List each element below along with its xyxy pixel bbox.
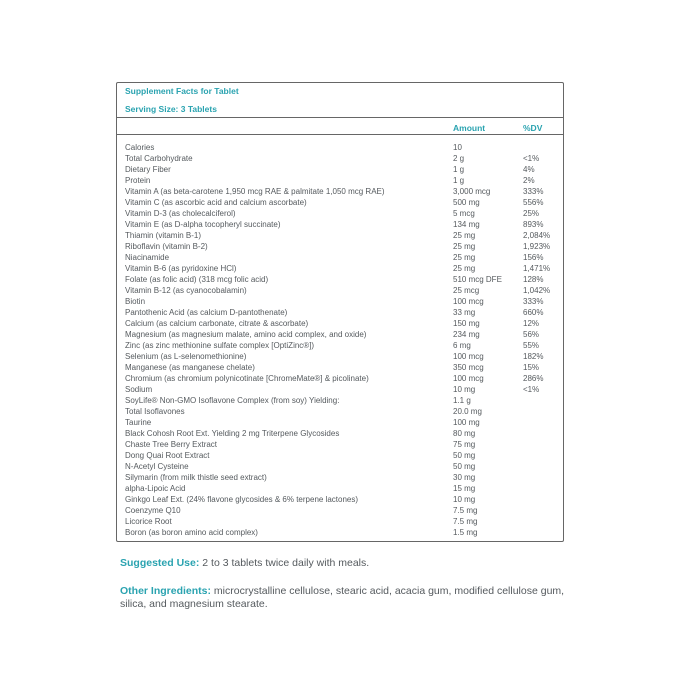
- nutrient-name: Calcium (as calcium carbonate, citrate & ascorbate): [125, 319, 309, 328]
- nutrient-name: Coenzyme Q10: [125, 506, 181, 515]
- nutrient-name: Selenium (as L-selenomethionine): [125, 352, 247, 361]
- nutrient-amount: 6 mg: [453, 341, 471, 350]
- nutrient-row: [125, 142, 561, 153]
- nutrient-dv: 660%: [523, 308, 544, 317]
- nutrient-row: [125, 164, 561, 175]
- nutrient-row: [125, 285, 561, 296]
- nutrient-amount: 500 mg: [453, 198, 480, 207]
- nutrient-name: Vitamin B-6 (as pyridoxine HCl): [125, 264, 237, 273]
- nutrient-name: Ginkgo Leaf Ext. (24% flavone glycosides & 6% terpene lactones): [125, 495, 359, 504]
- amount-column-header: Amount: [453, 123, 486, 133]
- nutrient-amount: 25 mg: [453, 242, 476, 251]
- nutrient-row: [125, 417, 561, 428]
- other-ingredients-text: microcrystalline cellulose, stearic acid, acacia gum, modified cellulose gum, silica, and magnesium stearate.: [120, 585, 565, 610]
- nutrient-row: [125, 351, 561, 362]
- nutrient-dv: <1%: [523, 385, 540, 394]
- nutrient-name: Riboflavin (vitamin B-2): [125, 242, 208, 251]
- nutrient-amount: 3,000 mcg: [453, 187, 491, 196]
- nutrient-name: Licorice Root: [125, 517, 172, 526]
- nutrient-dv: 15%: [523, 363, 540, 372]
- nutrient-amount: 33 mg: [453, 308, 476, 317]
- nutrient-row: [125, 439, 561, 450]
- nutrient-name: Chaste Tree Berry Extract: [125, 440, 218, 449]
- nutrient-row: [125, 263, 561, 274]
- nutrient-row: [125, 329, 561, 340]
- nutrient-name: alpha-Lipoic Acid: [125, 484, 186, 493]
- nutrient-amount: 5 mcg: [453, 209, 475, 218]
- nutrient-dv: 333%: [523, 297, 544, 306]
- column-header-divider: [117, 134, 563, 135]
- nutrient-dv: 1,923%: [523, 242, 551, 251]
- nutrient-amount: 510 mcg DFE: [453, 275, 502, 284]
- nutrient-row: [125, 307, 561, 318]
- nutrient-amount: 80 mg: [453, 429, 476, 438]
- nutrient-name: Niacinamide: [125, 253, 170, 262]
- suggested-use-label: Suggested Use:: [120, 557, 200, 569]
- nutrient-dv: 556%: [523, 198, 544, 207]
- nutrient-row: [125, 340, 561, 351]
- suggested-use-text: 2 to 3 tablets twice daily with meals.: [199, 557, 370, 569]
- nutrient-row: [125, 428, 561, 439]
- nutrient-amount: 50 mg: [453, 451, 476, 460]
- nutrient-dv: 55%: [523, 341, 540, 350]
- nutrient-dv: 4%: [523, 165, 535, 174]
- nutrient-amount: 20.0 mg: [453, 407, 482, 416]
- nutrient-row: [125, 384, 561, 395]
- nutrient-name: Thiamin (vitamin B-1): [125, 231, 202, 240]
- nutrient-row: [125, 153, 561, 164]
- nutrient-name: Folate (as folic acid) (318 mcg folic acid): [125, 275, 269, 284]
- nutrient-row: [125, 516, 561, 527]
- nutrient-name: Protein: [125, 176, 151, 185]
- nutrient-amount: 7.5 mg: [453, 506, 478, 515]
- nutrient-name: Total Carbohydrate: [125, 154, 193, 163]
- nutrient-dv: 2%: [523, 176, 535, 185]
- nutrient-row: [125, 527, 561, 538]
- nutrient-name: Zinc (as zinc methionine sulfate complex [OptiZinc®]): [125, 341, 315, 350]
- panel-title: Supplement Facts for Tablet: [125, 86, 239, 96]
- nutrient-amount: 2 g: [453, 154, 465, 163]
- nutrient-row: [125, 373, 561, 384]
- nutrient-name: Vitamin C (as ascorbic acid and calcium ascorbate): [125, 198, 307, 207]
- nutrient-name: Calories: [125, 143, 155, 152]
- other-ingredients-label: Other Ingredients:: [120, 585, 212, 597]
- nutrient-amount: 1.5 mg: [453, 528, 478, 537]
- nutrient-dv: 286%: [523, 374, 544, 383]
- dv-column-header: %DV: [523, 123, 543, 133]
- nutrient-dv: 12%: [523, 319, 540, 328]
- nutrient-dv: 128%: [523, 275, 544, 284]
- nutrient-row: [125, 472, 561, 483]
- nutrient-row: [125, 362, 561, 373]
- nutrient-dv: 2,084%: [523, 231, 551, 240]
- nutrient-row: [125, 450, 561, 461]
- nutrient-dv: 156%: [523, 253, 544, 262]
- nutrient-name: Boron (as boron amino acid complex): [125, 528, 258, 537]
- supplement-facts-panel: [116, 82, 564, 542]
- nutrient-amount: 1 g: [453, 165, 465, 174]
- nutrient-name: Silymarin (from milk thistle seed extract): [125, 473, 267, 482]
- nutrient-row: [125, 175, 561, 186]
- nutrient-name: Total Isoflavones: [125, 407, 185, 416]
- nutrient-amount: 134 mg: [453, 220, 480, 229]
- nutrient-row: [125, 219, 561, 230]
- nutrient-row: [125, 274, 561, 285]
- nutrient-name: Pantothenic Acid (as calcium D-pantothenate): [125, 308, 288, 317]
- nutrient-amount: 100 mcg: [453, 297, 484, 306]
- nutrient-row: [125, 461, 561, 472]
- nutrient-name: N-Acetyl Cysteine: [125, 462, 189, 471]
- nutrient-amount: 100 mg: [453, 418, 480, 427]
- nutrient-name: Vitamin D-3 (as cholecalciferol): [125, 209, 236, 218]
- nutrient-amount: 25 mg: [453, 231, 476, 240]
- nutrient-amount: 234 mg: [453, 330, 480, 339]
- nutrient-name: Biotin: [125, 297, 146, 306]
- nutrient-table: [125, 142, 561, 538]
- nutrient-row: [125, 186, 561, 197]
- nutrient-amount: 10: [453, 143, 462, 152]
- nutrient-row: [125, 296, 561, 307]
- nutrient-amount: 350 mcg: [453, 363, 484, 372]
- nutrient-name: Vitamin A (as beta-carotene 1,950 mcg RAE & palmitate 1,050 mcg RAE): [125, 187, 385, 196]
- nutrient-name: Sodium: [125, 385, 153, 394]
- nutrient-amount: 10 mg: [453, 385, 476, 394]
- nutrient-amount: 50 mg: [453, 462, 476, 471]
- nutrient-dv: 25%: [523, 209, 540, 218]
- nutrient-dv: 893%: [523, 220, 544, 229]
- header-divider: [117, 117, 563, 118]
- nutrient-amount: 25 mg: [453, 264, 476, 273]
- nutrient-row: [125, 208, 561, 219]
- nutrient-row: [125, 483, 561, 494]
- nutrient-row: [125, 252, 561, 263]
- nutrient-name: SoyLife® Non-GMO Isoflavone Complex (from soy) Yielding:: [125, 396, 340, 405]
- nutrient-name: Vitamin B-12 (as cyanocobalamin): [125, 286, 247, 295]
- nutrient-dv: 56%: [523, 330, 540, 339]
- nutrient-amount: 150 mg: [453, 319, 480, 328]
- nutrient-amount: 75 mg: [453, 440, 476, 449]
- nutrient-name: Dong Quai Root Extract: [125, 451, 210, 460]
- nutrient-amount: 25 mcg: [453, 286, 480, 295]
- nutrient-row: [125, 230, 561, 241]
- nutrient-amount: 100 mcg: [453, 352, 484, 361]
- nutrient-amount: 25 mg: [453, 253, 476, 262]
- nutrient-name: Manganese (as manganese chelate): [125, 363, 255, 372]
- nutrient-name: Dietary Fiber: [125, 165, 171, 174]
- nutrient-amount: 100 mcg: [453, 374, 484, 383]
- nutrient-dv: 1,042%: [523, 286, 551, 295]
- nutrient-row: [125, 494, 561, 505]
- nutrient-dv: 182%: [523, 352, 544, 361]
- nutrient-amount: 1.1 g: [453, 396, 471, 405]
- suggested-use: [120, 557, 580, 570]
- nutrient-amount: 10 mg: [453, 495, 476, 504]
- nutrient-dv: <1%: [523, 154, 540, 163]
- nutrient-row: [125, 505, 561, 516]
- nutrient-name: Magnesium (as magnesium malate, amino acid complex, and oxide): [125, 330, 367, 339]
- nutrient-amount: 15 mg: [453, 484, 476, 493]
- nutrient-name: Black Cohosh Root Ext. Yielding 2 mg Triterpene Glycosides: [125, 429, 340, 438]
- nutrient-row: [125, 197, 561, 208]
- other-ingredients: [120, 585, 580, 611]
- nutrient-name: Vitamin E (as D-alpha tocopheryl succinate): [125, 220, 281, 229]
- serving-size: Serving Size: 3 Tablets: [125, 104, 217, 114]
- nutrient-name: Taurine: [125, 418, 152, 427]
- nutrient-row: [125, 406, 561, 417]
- nutrient-row: [125, 318, 561, 329]
- nutrient-row: [125, 241, 561, 252]
- nutrient-row: [125, 395, 561, 406]
- nutrient-dv: 333%: [523, 187, 544, 196]
- nutrient-amount: 1 g: [453, 176, 465, 185]
- nutrient-dv: 1,471%: [523, 264, 551, 273]
- nutrient-amount: 7.5 mg: [453, 517, 478, 526]
- nutrient-amount: 30 mg: [453, 473, 476, 482]
- nutrient-name: Chromium (as chromium polynicotinate [ChromeMate®] & picolinate): [125, 374, 369, 383]
